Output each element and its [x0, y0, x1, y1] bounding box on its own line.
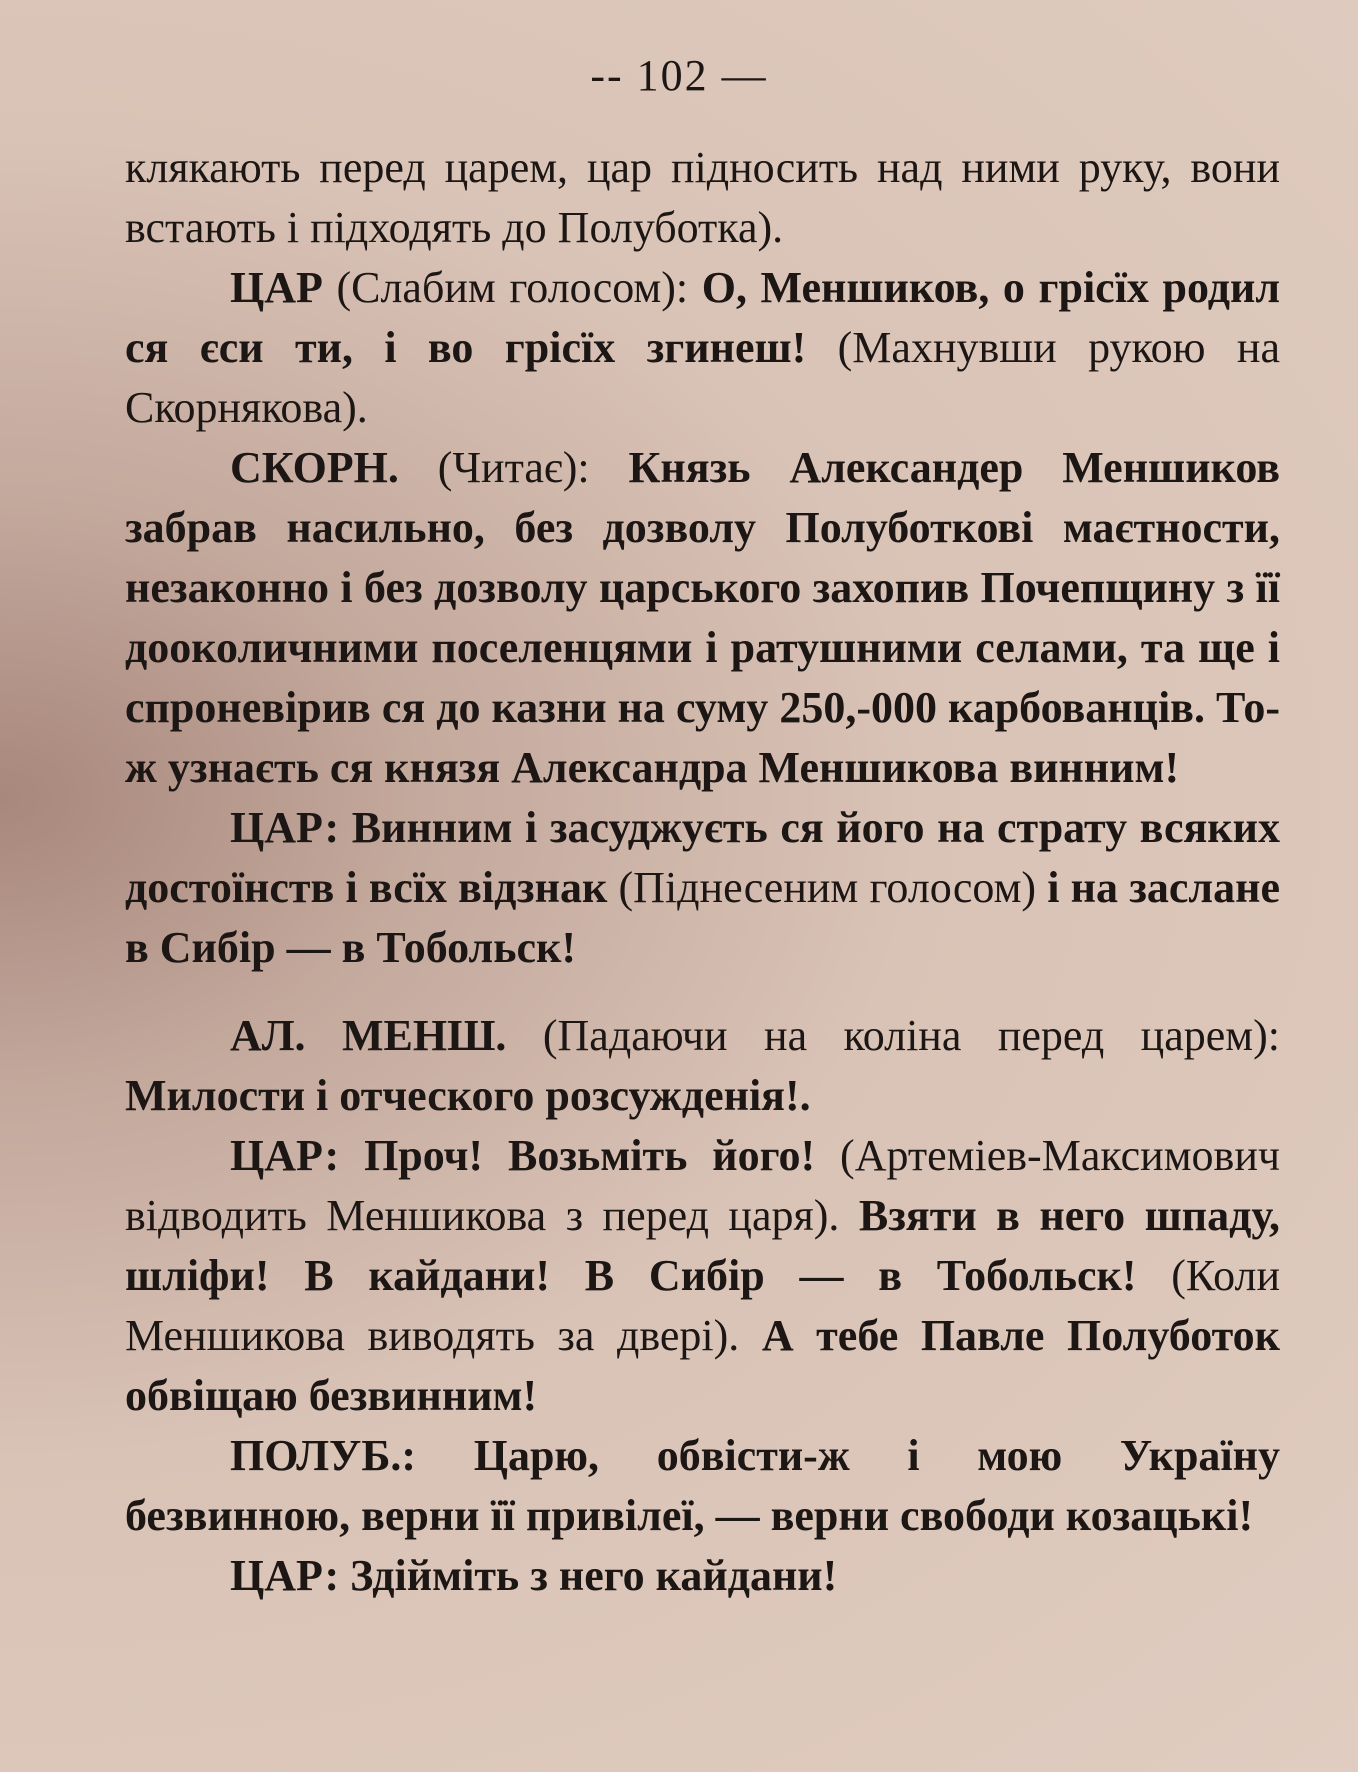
dialogue-text: АЛ. МЕНШ. [230, 1011, 507, 1060]
dialogue-text: О, Меншиков, о грісїх родил ся єси ти, і во грісїх згинеш! [125, 263, 1280, 372]
paragraph [125, 798, 1280, 978]
paragraph [125, 258, 1280, 438]
stage-direction: клякають перед царем, цар підносить над ними руку, вони встають і підходять до Полуботка). [125, 143, 1280, 252]
paragraph [125, 1126, 1280, 1426]
stage-direction: (Махнувши рукою на Скорнякова). [125, 323, 1280, 432]
dialogue-text: ЦАР [230, 263, 323, 312]
stage-direction: (Слабим голосом): [322, 263, 702, 312]
dialogue-text: Милости і отческого розсужденія!. [125, 1071, 811, 1120]
paragraph [125, 1546, 1280, 1606]
stage-direction: (Коли Меншикова виводять за двері). [125, 1251, 1280, 1360]
dialogue-text: СКОРН. [230, 443, 399, 492]
dialogue-text: ЦАР: Винним і засуджуєть ся його на страту всяких достоїнств і всїх відзнак [125, 803, 1280, 912]
dialogue-text: Князь Александер Меншиков забрав насильно, без дозволу Полуботкові маєтности, незаконно і без дозволу царського захопив Почепщину з її дооколичними поселенцями і ратушними селами, та ще і спроневірив ся до казни на суму 250,-000 карбованців. То-ж узнаєть ся князя Александра Меншикова винним! [125, 443, 1280, 792]
dialogue-text: ЦАР: Здійміть з него кайдани! [230, 1551, 838, 1600]
dialogue-text: ПОЛУБ.: Царю, обвісти-ж і мою Україну безвинною, верни її привілеї, — верни свободи козацькі! [125, 1431, 1280, 1540]
dialogue-text: А тебе Павле Полуботок обвіщаю безвинним! [125, 1311, 1280, 1420]
dialogue-text: і на заслане в Сибір — в Тобольск! [125, 863, 1281, 972]
page-body-text [125, 138, 1280, 1606]
paragraph [125, 138, 1280, 258]
paragraph [125, 1006, 1280, 1126]
stage-direction: (Читає): [398, 443, 629, 492]
paragraph [125, 438, 1280, 798]
page-number: -- 102 — [590, 51, 768, 100]
dialogue-text: Взяти в него шпаду, шліфи! В кайдани! В Сибір — в Тобольск! [125, 1191, 1280, 1300]
stage-direction: (Артеміев-Максимович відводить Меншикова з перед царя). [125, 1131, 1280, 1240]
paragraph [125, 1426, 1280, 1546]
stage-direction: (Падаючи на коліна перед царем): [506, 1011, 1280, 1060]
dialogue-text: ЦАР: Проч! Возьміть його! [230, 1131, 816, 1180]
stage-direction: (Піднесеним голосом) [607, 863, 1048, 912]
